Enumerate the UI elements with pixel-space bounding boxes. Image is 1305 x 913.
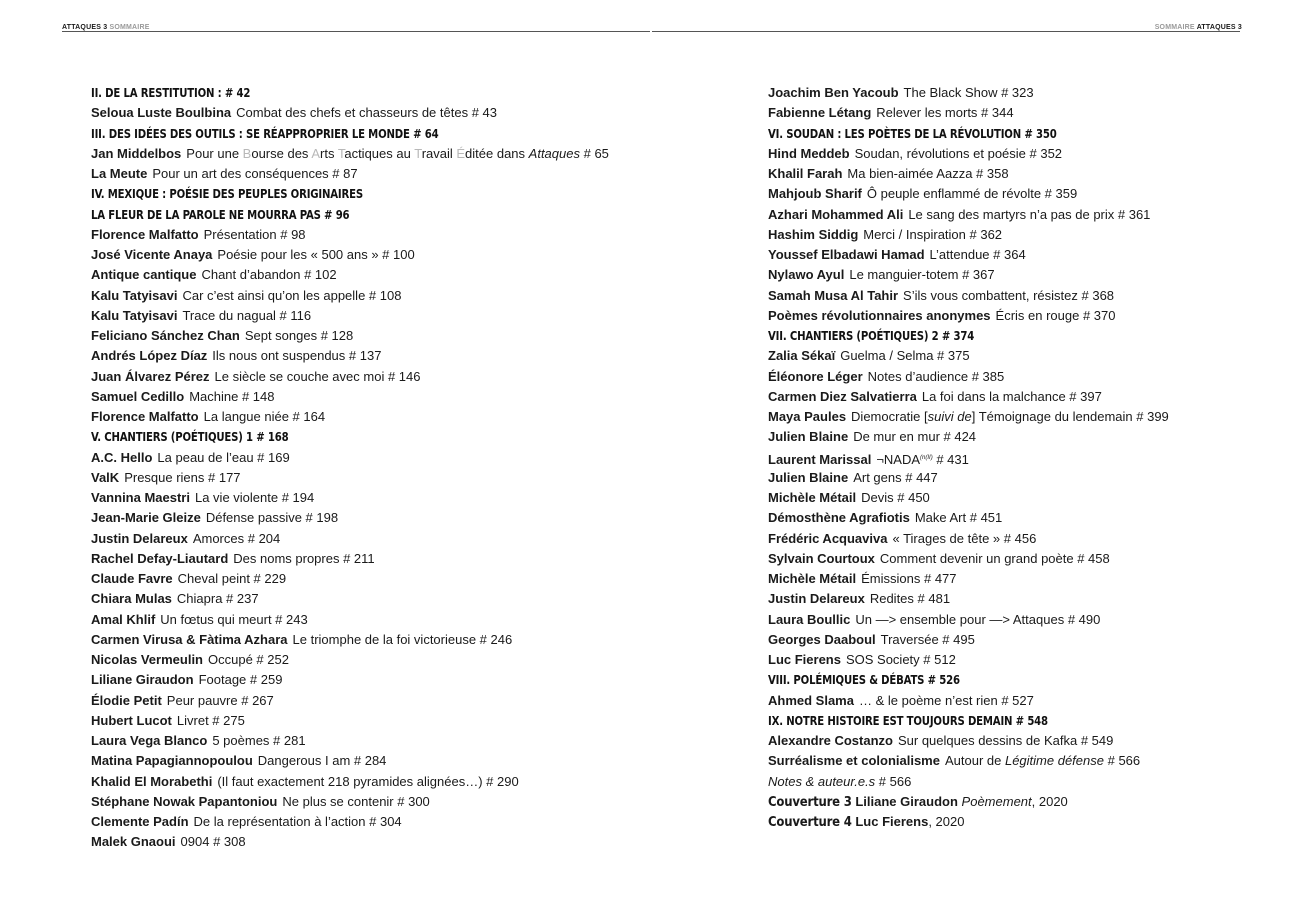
toc-entry [768, 265, 1288, 285]
section-heading: V. CHANTIERS (POÉTIQUES) 1 # 168 [91, 429, 289, 445]
work-title: Comment devenir un grand poète # 458 [879, 550, 1110, 566]
toc-entry [91, 387, 691, 407]
toc-entry [91, 508, 691, 528]
author-name: Seloua Luste Boulbina [91, 105, 232, 121]
author-name: Sylvain Courtoux [768, 550, 875, 566]
work-title: Dangerous I am # 284 [257, 753, 387, 769]
work-title: Peur pauvre # 267 [166, 692, 274, 708]
title-fragment: # 431 [932, 451, 969, 467]
work-title: Un fœtus qui meurt # 243 [160, 611, 308, 627]
work-title: Un —> ensemble pour —> Attaques # 490 [855, 611, 1101, 627]
work-title: De mur en mur # 424 [853, 429, 977, 445]
author-name: Ahmed Slama [768, 692, 854, 708]
work-year: , 2020 [1031, 793, 1068, 809]
toc-entry [91, 367, 691, 387]
work-title: Occupé # 252 [208, 652, 289, 667]
toc-entry [91, 529, 691, 549]
toc-entry [91, 225, 691, 245]
author-name: Carmen Virusa & Fàtima Azhara [91, 631, 288, 647]
author-name: Amal Khlif [91, 611, 156, 627]
author-name: Claude Favre [91, 571, 173, 586]
author-name: Rachel Defay-Liautard [91, 550, 229, 566]
header-rule-left [62, 31, 650, 32]
toc-entry [768, 144, 1288, 164]
author-name: Justin Delareux [768, 591, 865, 607]
running-head-left [62, 24, 150, 31]
section-heading: VII. CHANTIERS (POÉTIQUES) 2 # 374 [768, 328, 975, 343]
work-title: 0904 # 308 [180, 834, 246, 850]
work-title: SOS Society # 512 [845, 652, 956, 667]
work-title: Notes d’audience # 385 [867, 368, 1005, 384]
toc-entry [91, 650, 691, 670]
work-title: Le siècle se couche avec moi # 146 [214, 368, 421, 384]
work-title: Défense passive # 198 [205, 510, 339, 526]
toc-entry [768, 346, 1288, 366]
work-title: Trace du nagual # 116 [182, 307, 312, 323]
toc-entry [91, 589, 691, 609]
toc-entry [768, 610, 1288, 630]
toc-entry [91, 103, 691, 123]
toc-entry [91, 670, 691, 690]
toc-entry [91, 630, 691, 650]
work-title: La vie violente # 194 [194, 490, 315, 505]
work-title: Machine # 148 [189, 388, 275, 404]
toc-entry [91, 832, 691, 852]
author-name: Florence Malfatto [91, 409, 199, 424]
section-heading: III. DES IDÉES DES OUTILS : SE RÉAPPROPRIER LE MONDE # 64 [91, 125, 439, 141]
toc-entry [768, 549, 1288, 569]
author-name: Andrés López Díaz [91, 348, 208, 364]
work-title: Make Art # 451 [914, 510, 1003, 526]
toc-entry [768, 529, 1288, 549]
toc-entry [768, 630, 1288, 650]
cover-label: Couverture 4 [768, 815, 852, 830]
author-name: Hind Meddeb [768, 145, 850, 161]
title-fragment: T [337, 145, 345, 161]
work-title: Ne plus se contenir # 300 [282, 793, 430, 809]
work-title: Chant d’abandon # 102 [201, 267, 337, 283]
section-name: SOMMAIRE [1154, 24, 1195, 31]
toc-left-column [91, 83, 691, 853]
toc-entry [768, 245, 1288, 265]
work-title: La langue niée # 164 [203, 409, 326, 424]
work-title: Amorces # 204 [192, 530, 281, 546]
toc-entry [91, 346, 691, 366]
title-fragment: Pour une [186, 145, 243, 161]
author-name: Nylawo Ayul [768, 267, 845, 283]
work-title: La foi dans la malchance # 397 [921, 388, 1102, 404]
title-fragment: Autour de [944, 753, 1005, 769]
section-heading: IV. MEXIQUE : POÉSIE DES PEUPLES ORIGINAIRES [91, 186, 363, 202]
author-name: Antique cantique [91, 267, 197, 283]
work-title [876, 452, 969, 467]
title-fragment: É [456, 145, 466, 161]
title-fragment: Attaques [528, 145, 580, 161]
author-name: Azhari Mohammed Ali [768, 206, 904, 222]
work-title: 5 poèmes # 281 [212, 733, 306, 748]
title-fragment: Légitime défense [1004, 753, 1104, 769]
cover-label: Couverture 3 [768, 794, 852, 810]
work-title: … & le poème n’est rien # 527 [858, 692, 1034, 708]
title-fragment: ravail [421, 145, 457, 161]
work-title: La peau de l’eau # 169 [157, 449, 290, 465]
title-fragment: T [414, 145, 422, 161]
title-fragment: ourse des [251, 145, 312, 161]
work-title: Poèmement [961, 793, 1032, 809]
work-title: Redites # 481 [869, 591, 951, 607]
toc-entry [768, 103, 1288, 123]
author-name: Julien Blaine [768, 429, 849, 445]
work-title: « Tirages de tête » # 456 [892, 530, 1037, 546]
work-title: De la représentation à l’action # 304 [193, 814, 402, 829]
toc-entry [91, 711, 691, 731]
author-name: A.C. Hello [91, 449, 153, 465]
toc-entry [91, 751, 691, 771]
toc-entry [91, 468, 691, 488]
title-fragment: A [311, 145, 321, 161]
author-name: Mahjoub Sharif [768, 186, 862, 202]
title-fragment: suivi de [927, 409, 972, 424]
toc-entry [91, 448, 691, 468]
toc-entry [91, 144, 691, 164]
toc-entry [768, 751, 1288, 771]
work-title [186, 146, 609, 161]
work-title: (Il faut exactement 218 pyramides alignées…) # 290 [217, 773, 519, 789]
work-title: Car c’est ainsi qu’on les appelle # 108 [182, 287, 402, 303]
author-name: Clemente Padín [91, 814, 189, 829]
author-name: Samuel Cedillo [91, 388, 185, 404]
author-name: Poèmes révolutionnaires anonymes [768, 307, 991, 323]
author-name: Kalu Tatyisavi [91, 307, 178, 323]
author-name: Hashim Siddig [768, 226, 859, 242]
work-title: Écris en rouge # 370 [995, 307, 1116, 323]
toc-entry [768, 427, 1288, 447]
author-name: Hubert Lucot [91, 712, 172, 728]
toc-entry [91, 488, 691, 508]
toc-entry [91, 792, 691, 812]
work-title: Footage # 259 [198, 672, 283, 688]
toc-entry [768, 812, 1288, 832]
section-name: SOMMAIRE [109, 24, 150, 31]
author-name: Samah Musa Al Tahir [768, 287, 899, 303]
toc-entry [768, 488, 1288, 508]
toc-entry [91, 812, 691, 832]
toc-entry [768, 448, 1288, 468]
author-name: Vannina Maestri [91, 490, 190, 505]
author-name: Matina Papagiannopoulou [91, 753, 253, 769]
author-name: Liliane Giraudon [855, 793, 958, 809]
work-title: Émissions # 477 [861, 571, 957, 586]
toc-entry [768, 792, 1288, 812]
toc-entry [91, 306, 691, 326]
toc-entry [91, 286, 691, 306]
work-title [851, 409, 1169, 424]
work-title: Poésie pour les « 500 ans » # 100 [217, 247, 415, 262]
work-title: Combat des chefs et chasseurs de têtes # 43 [236, 105, 497, 121]
work-title: Traversée # 495 [880, 631, 975, 647]
author-name: Chiara Mulas [91, 591, 172, 607]
toc-entry [768, 184, 1288, 204]
author-name: Carmen Diez Salvatierra [768, 388, 917, 404]
toc-entry [91, 265, 691, 285]
toc-entry [91, 691, 691, 711]
work-title: Le manguier-totem # 367 [849, 267, 995, 283]
work-title: Le triomphe de la foi victorieuse # 246 [292, 631, 513, 647]
title-fragment: ] Témoignage du lendemain # 399 [971, 409, 1169, 424]
author-name: Élodie Petit [91, 692, 162, 708]
title-superscript: (n(II) [920, 454, 933, 461]
author-name: Zalia Sékaï [768, 348, 836, 364]
author-name: Michèle Métail [768, 490, 857, 505]
author-name: Joachim Ben Yacoub [768, 85, 899, 100]
work-title: Des noms propres # 211 [233, 550, 375, 566]
title-fragment: # 566 [1103, 753, 1141, 769]
work-title: Sept songes # 128 [244, 328, 354, 343]
title-fragment: ditée dans [465, 145, 529, 161]
work-title: Le sang des martyrs n’a pas de prix # 361 [908, 206, 1151, 222]
toc-entry [91, 164, 691, 184]
running-head-right [1155, 24, 1242, 31]
toc-entry [91, 772, 691, 792]
work-title: Chiapra # 237 [176, 591, 259, 607]
author-name: Luc Fierens [855, 814, 929, 829]
work-title: Merci / Inspiration # 362 [863, 226, 1003, 242]
toc-entry [91, 731, 691, 751]
toc-entry [768, 387, 1288, 407]
author-name: Youssef Elbadawi Hamad [768, 247, 925, 262]
author-name: Jan Middelbos [91, 145, 182, 161]
author-name: Laurent Marissal [768, 451, 872, 467]
toc-entry [768, 650, 1288, 670]
work-title: Devis # 450 [861, 490, 930, 505]
author-name: Surréalisme et colonialisme [768, 753, 940, 769]
section-heading: VI. SOUDAN : LES POÈTES DE LA RÉVOLUTION # 350 [768, 125, 1057, 141]
author-name: Julien Blaine [768, 469, 849, 485]
toc-entry [768, 286, 1288, 306]
toc-entry [768, 205, 1288, 225]
toc-entry [768, 407, 1288, 427]
toc-right-column [768, 83, 1288, 832]
work-title [945, 753, 1140, 768]
title-fragment: rts [320, 145, 338, 161]
work-title: L’attendue # 364 [929, 247, 1026, 262]
title-fragment: # 65 [579, 145, 609, 161]
toc-entry [768, 83, 1288, 103]
author-name: Luc Fierens [768, 652, 841, 667]
author-name: Georges Daaboul [768, 631, 876, 647]
toc-entry [768, 306, 1288, 326]
header-rule-right [652, 31, 1240, 32]
toc-entry [768, 164, 1288, 184]
work-title: Sur quelques dessins de Kafka # 549 [897, 733, 1114, 748]
toc-entry [768, 367, 1288, 387]
toc-entry [768, 569, 1288, 589]
toc-entry [91, 549, 691, 569]
toc-entry [91, 407, 691, 427]
magazine-name: ATTAQUES 3 [1196, 24, 1242, 31]
author-name: Jean-Marie Gleize [91, 510, 201, 526]
author-name: Malek Gnaoui [91, 834, 176, 850]
work-title: Presque riens # 177 [124, 469, 241, 485]
page-ref: # 566 [875, 773, 912, 789]
work-title: Relever les morts # 344 [876, 105, 1014, 121]
author-name: Nicolas Vermeulin [91, 652, 203, 667]
author-name: José Vicente Anaya [91, 247, 213, 262]
author-name: Laura Boullic [768, 611, 851, 627]
toc-entry [768, 731, 1288, 751]
author-name: Éléonore Léger [768, 368, 863, 384]
title-fragment: Diemocratie [ [851, 409, 928, 424]
toc-entry [768, 772, 1288, 792]
work-title: Pour un art des conséquences # 87 [152, 166, 358, 181]
magazine-name: ATTAQUES 3 [62, 24, 108, 31]
title-fragment: actiques au [344, 145, 415, 161]
author-name: Fabienne Létang [768, 105, 872, 121]
work-title: S’ils vous combattent, résistez # 368 [903, 287, 1115, 303]
toc-entry [91, 610, 691, 630]
author-name: Michèle Métail [768, 571, 857, 586]
author-name: Khalil Farah [768, 166, 843, 181]
toc-entry [768, 691, 1288, 711]
work-title: Livret # 275 [176, 712, 245, 728]
author-name: Liliane Giraudon [91, 672, 194, 688]
work-title: Ils nous ont suspendus # 137 [212, 348, 382, 364]
section-heading: LA FLEUR DE LA PAROLE NE MOURRA PAS # 96 [91, 206, 350, 222]
author-name: Alexandre Costanzo [768, 733, 893, 748]
work-title: The Black Show # 323 [903, 85, 1034, 100]
author-name: La Meute [91, 166, 148, 181]
work-title: Ô peuple enflammé de révolte # 359 [866, 186, 1078, 202]
author-name: Maya Paules [768, 409, 847, 424]
title-fragment: ¬NADA [876, 451, 921, 467]
work-title: Guelma / Selma # 375 [840, 348, 970, 364]
work-title: Soudan, révolutions et poésie # 352 [854, 145, 1063, 161]
toc-entry [768, 468, 1288, 488]
toc-entry [768, 225, 1288, 245]
author-name: Démosthène Agrafiotis [768, 510, 910, 526]
author-name: Feliciano Sánchez Chan [91, 328, 240, 343]
toc-entry [768, 589, 1288, 609]
toc-entry [91, 569, 691, 589]
notes-label: Notes & auteur.e.s [768, 773, 876, 789]
toc-entry [768, 508, 1288, 528]
author-name: Laura Vega Blanco [91, 733, 208, 748]
work-title: Art gens # 447 [853, 469, 938, 485]
section-heading: II. DE LA RESTITUTION : # 42 [91, 85, 251, 100]
author-name: Khalid El Morabethi [91, 773, 213, 789]
section-heading: VIII. POLÉMIQUES & DÉBATS # 526 [768, 672, 960, 688]
author-name: Stéphane Nowak Papantoniou [91, 793, 278, 809]
toc-entry [91, 245, 691, 265]
section-heading: IX. NOTRE HISTOIRE EST TOUJOURS DEMAIN # 548 [768, 712, 1048, 728]
author-name: Juan Álvarez Pérez [91, 368, 210, 384]
author-name: Kalu Tatyisavi [91, 287, 178, 303]
work-year: , 2020 [928, 814, 965, 829]
work-title: Cheval peint # 229 [177, 571, 287, 586]
author-name: Florence Malfatto [91, 226, 199, 242]
author-name: Justin Delareux [91, 530, 188, 546]
work-title: Présentation # 98 [203, 226, 306, 242]
toc-entry [91, 326, 691, 346]
author-name: ValK [91, 469, 120, 485]
title-fragment: B [242, 145, 252, 161]
work-title: Ma bien-aimée Aazza # 358 [847, 166, 1009, 181]
author-name: Frédéric Acquaviva [768, 530, 888, 546]
